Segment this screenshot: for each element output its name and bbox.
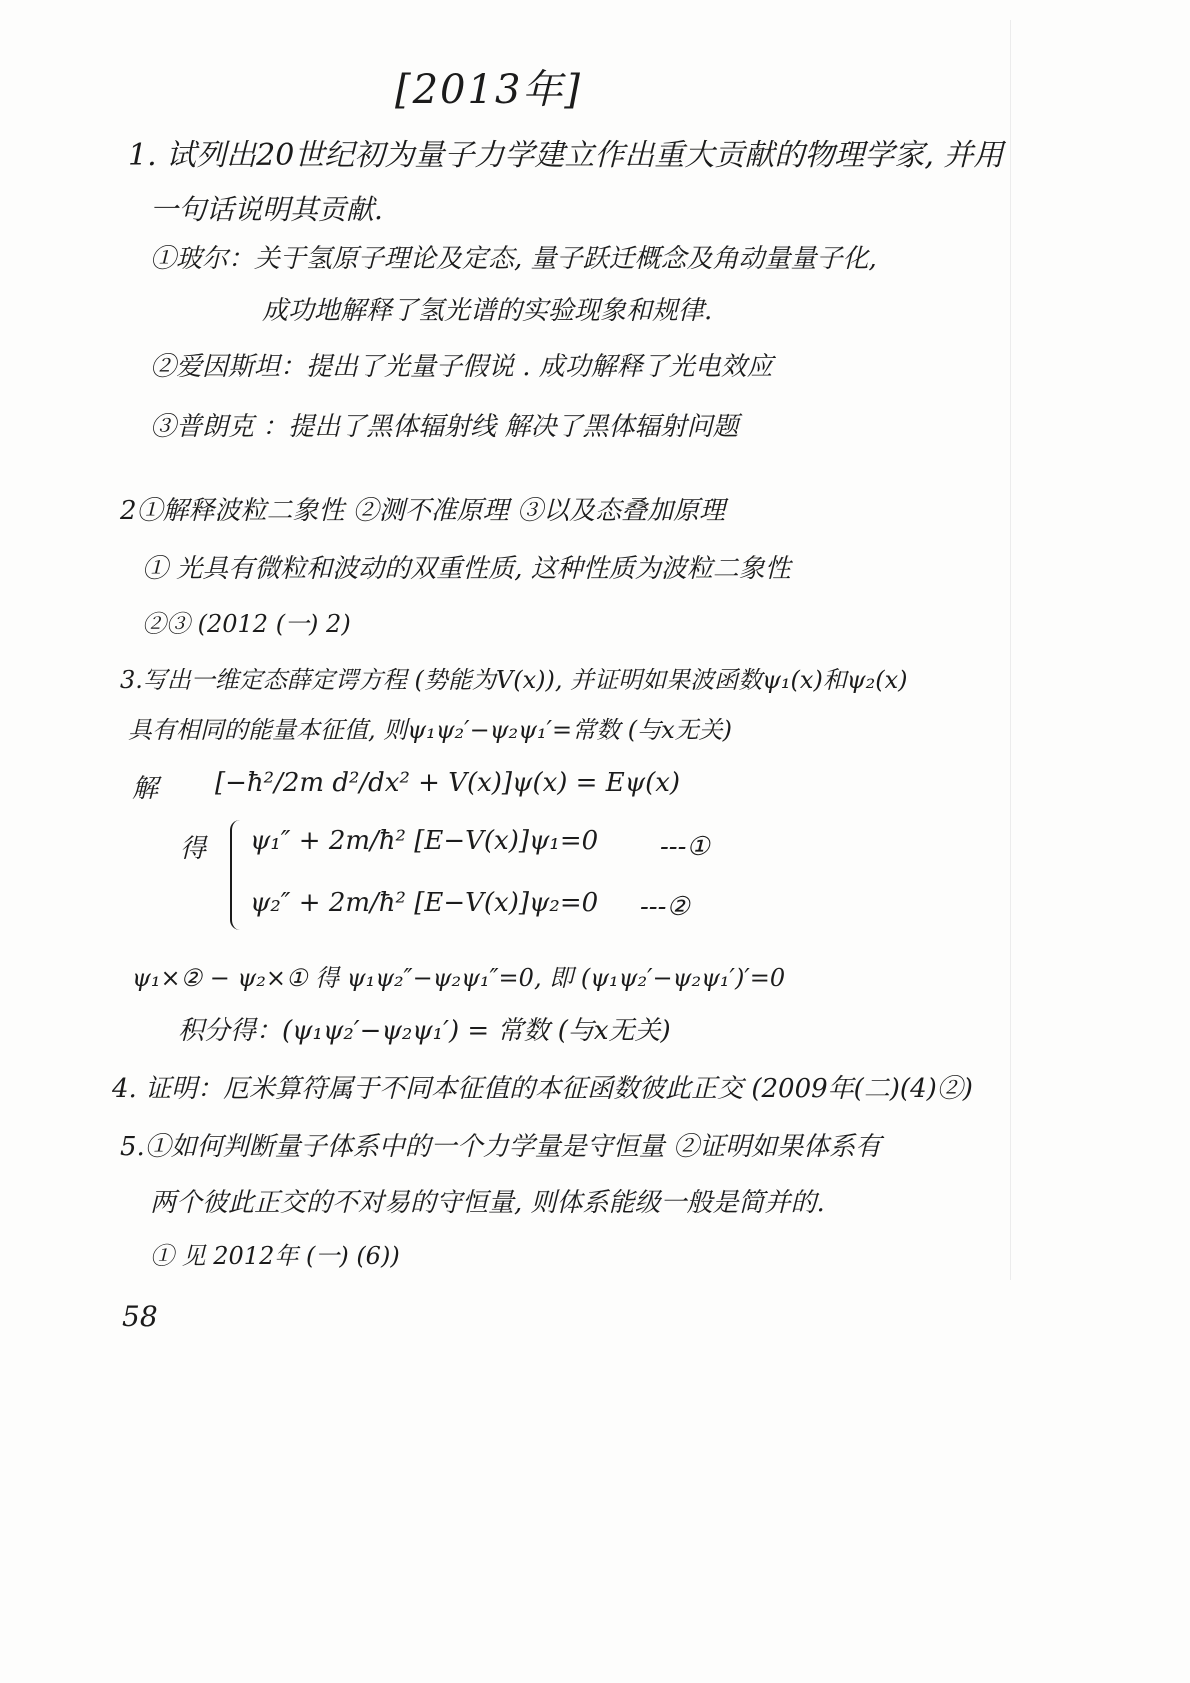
equation-2-tag: ---② — [640, 892, 690, 922]
answer-2-reference: ②③ (2012 (一) 2) — [142, 610, 351, 638]
equation-system-brace — [230, 820, 246, 930]
schrodinger-equation: [−ħ²/2m d²/dx² + V(x)]ψ(x) = Eψ(x) — [215, 768, 681, 798]
equation-2: ψ₂″ + 2m/ħ² [E−V(x)]ψ₂=0 — [250, 888, 599, 918]
answer-1-planck: ③普朗克 ：提出了黑体辐射线 解决了黑体辐射问题 — [150, 412, 739, 442]
combine-step: ψ₁×② − ψ₂×① 得 ψ₁ψ₂″−ψ₂ψ₁″=0, 即 (ψ₁ψ₂′−ψ₂ψ₁′)′=0 — [132, 964, 786, 992]
equation-1: ψ₁″ + 2m/ħ² [E−V(x)]ψ₁=0 — [250, 826, 599, 856]
equation-1-tag: ---① — [660, 832, 710, 862]
solution-label: 解 — [132, 774, 159, 804]
page-edge-shadow — [1010, 20, 1111, 1280]
page-number: 58 — [122, 1300, 158, 1333]
answer-2-wave-particle: ① 光具有微粒和波动的双重性质, 这种性质为波粒二象性 — [142, 554, 791, 584]
question-5-line-1: 5.①如何判断量子体系中的一个力学量是守恒量 ②证明如果体系有 — [120, 1132, 882, 1162]
page-title: [2013年] — [395, 67, 583, 113]
question-2-line-1: 2①解释波粒二象性 ②测不准原理 ③以及态叠加原理 — [120, 496, 726, 526]
answer-1-bohr-line-2: 成功地解释了氢光谱的实验现象和规律. — [262, 296, 713, 326]
question-5-line-2: 两个彼此正交的不对易的守恒量, 则体系能级一般是简并的. — [150, 1188, 825, 1218]
question-1-line-1: 1. 试列出20世纪初为量子力学建立作出重大贡献的物理学家, 并用 — [128, 138, 1004, 173]
answer-1-bohr-line-1: ①玻尔：关于氢原子理论及定态, 量子跃迁概念及角动量量子化, — [150, 244, 877, 274]
integrate-step: 积分得：(ψ₁ψ₂′−ψ₂ψ₁′) = 常数 (与x无关) — [178, 1016, 671, 1046]
answer-1-einstein: ②爱因斯坦：提出了光量子假说 . 成功解释了光电效应 — [150, 352, 773, 382]
question-4: 4. 证明：厄米算符属于不同本征值的本征函数彼此正交 (2009年(二)(4)②) — [112, 1074, 973, 1104]
question-1-line-2: 一句话说明其贡献. — [150, 193, 383, 226]
derive-label: 得 — [180, 834, 207, 864]
answer-5-reference: ① 见 2012年 (一) (6)) — [150, 1242, 400, 1270]
question-3-line-2: 具有相同的能量本征值, 则ψ₁ψ₂′−ψ₂ψ₁′=常数 (与x无关) — [128, 716, 733, 744]
question-3-line-1: 3.写出一维定态薛定谔方程 (势能为V(x)), 并证明如果波函数ψ₁(x)和ψ₂(x) — [120, 666, 908, 694]
